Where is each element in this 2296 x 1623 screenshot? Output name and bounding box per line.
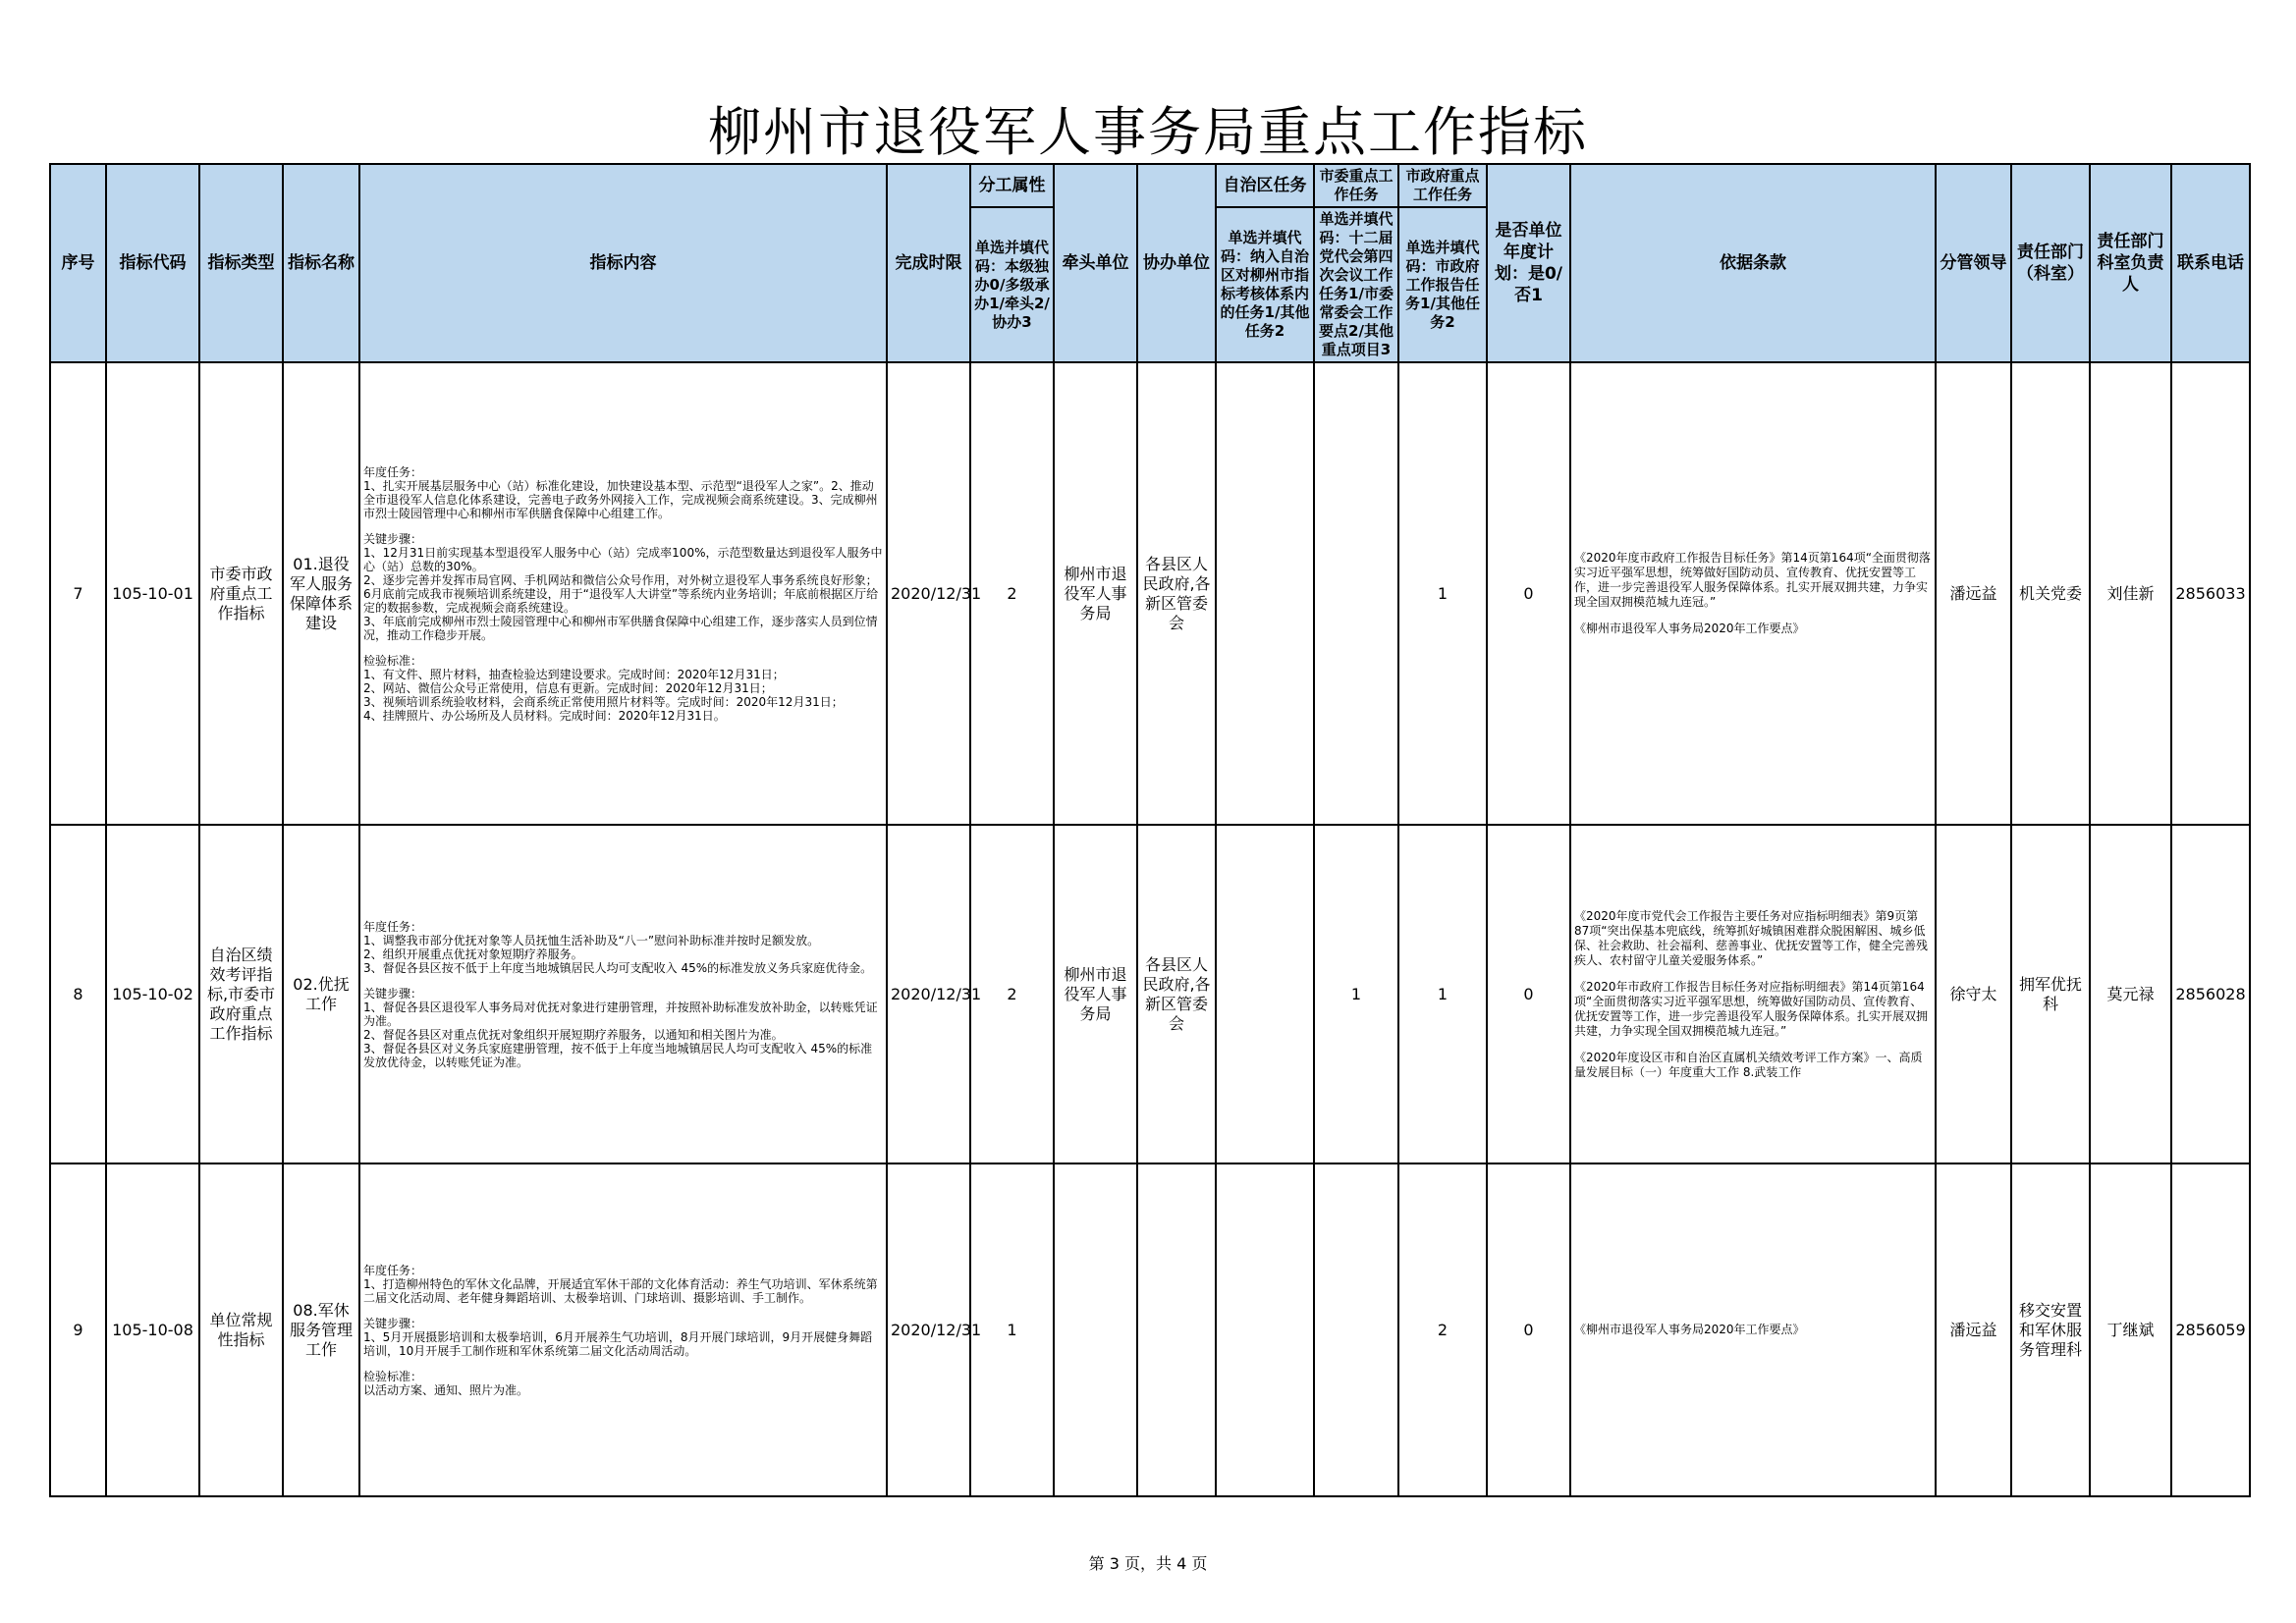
header-basis: 依据条款 — [1570, 164, 1936, 362]
cell-lead — [1054, 1163, 1137, 1496]
cell-lead: 柳州市退役军人事务局 — [1054, 825, 1137, 1163]
cell-gov: 1 — [1398, 825, 1487, 1163]
basis-line: 《2020年度市党代会工作报告主要任务对应指标明细表》第9页第87项“突出保基本兜底线，统筹抓好城镇困难群众脱困解困、城乡低保、社会救助、社会福利、慈善事业、优抚安置等工作，健全完善残疾人、农村留守儿童关爱服务体系。” — [1574, 908, 1929, 967]
cell-content — [359, 362, 887, 825]
cell-leader: 潘远益 — [1936, 1163, 2011, 1496]
content-line: 1、5月开展摄影培训和太极拳培训，6月开展养生气功培训，8月开展门球培训，9月开展健身舞蹈培训，10月开展手工制作班和军休系统第二届文化活动周活动。 — [363, 1329, 873, 1358]
content-paragraph — [363, 532, 883, 642]
content-line: 2、网站、微信公众号正常使用，信息有更新。完成时间：2020年12月31日； — [363, 680, 773, 695]
content-line: 检验标准： — [363, 653, 423, 668]
content-line: 1、督促各县区退役军人事务局对优抚对象进行建册管理，并按照补助标准发放补助金，以转账凭证为准。 — [363, 1000, 878, 1028]
content-line: 检验标准： — [363, 1369, 423, 1383]
indicator-table — [49, 163, 2251, 1497]
cell-phone: 2856059 — [2171, 1163, 2250, 1496]
cell-code: 105-10-01 — [106, 362, 199, 825]
content-paragraph — [363, 920, 883, 975]
cell-annual: 0 — [1487, 1163, 1570, 1496]
cell-division: 2 — [970, 825, 1054, 1163]
cell-seq: 7 — [50, 362, 106, 825]
cell-region — [1216, 362, 1314, 825]
content-line: 1、扎实开展基层服务中心（站）标准化建设，加快建设基本型、示范型“退役军人之家”。2、推动全市退役军人信息化体系建设，完善电子政务外网接入工作，完成视频会商系统建设。3、完成柳州市烈士陵园管理中心和柳州市军供膳食保障中心组建工作。 — [363, 478, 878, 520]
cell-lead: 柳州市退役军人事务局 — [1054, 362, 1137, 825]
cell-type: 单位常规性指标 — [199, 1163, 283, 1496]
header-gov-desc: 单选并填代码：市政府工作报告任务1/其他任务2 — [1398, 207, 1487, 362]
content-line: 关键步骤： — [363, 986, 423, 1001]
cell-leader: 潘远益 — [1936, 362, 2011, 825]
cell-assist: 各县区人民政府,各新区管委会 — [1137, 825, 1216, 1163]
header-assist: 协办单位 — [1137, 164, 1216, 362]
content-line: 关键步骤： — [363, 1316, 423, 1330]
cell-deadline: 2020/12/31 — [887, 362, 970, 825]
cell-content — [359, 825, 887, 1163]
cell-basis — [1570, 1163, 1936, 1496]
content-line: 2、组织开展重点优抚对象短期疗养服务。 — [363, 947, 583, 961]
cell-phone: 2856028 — [2171, 825, 2250, 1163]
cell-name: 01.退役军人服务保障体系建设 — [283, 362, 359, 825]
table-row — [50, 1163, 2250, 1496]
header-annual: 是否单位年度计划：是0/否1 — [1487, 164, 1570, 362]
cell-code: 105-10-08 — [106, 1163, 199, 1496]
header-lead: 牵头单位 — [1054, 164, 1137, 362]
content-paragraph — [363, 654, 883, 723]
cell-code: 105-10-02 — [106, 825, 199, 1163]
content-paragraph — [363, 1264, 883, 1305]
content-line: 3、视频培训系统验收材料，会商系统正常使用照片材料等。完成时间：2020年12月31日； — [363, 694, 844, 709]
cell-annual: 0 — [1487, 825, 1570, 1163]
header-phone: 联系电话 — [2171, 164, 2250, 362]
content-line: 2、逐步完善并发挥市局官网、手机网站和微信公众号作用，对外树立退役军人事务系统良好形象；6月底前完成我市视频培训系统建设，用于“退役军人大讲堂”等系统内业务培训；年底前根据区厅给定的数据参数，完成视频会商系统建设。 — [363, 572, 879, 615]
cell-gov: 2 — [1398, 1163, 1487, 1496]
content-line: 1、有文件、照片材料，抽查检验达到建设要求。完成时间：2020年12月31日； — [363, 667, 785, 681]
content-line: 1、打造柳州特色的军休文化品牌，开展适宜军休干部的文化体育活动：养生气功培训、军休系统第二届文化活动周、老年健身舞蹈培训、太极拳培训、门球培训、摄影培训、手工制作。 — [363, 1276, 878, 1305]
cell-committee — [1314, 1163, 1398, 1496]
cell-phone: 2856033 — [2171, 362, 2250, 825]
content-paragraph — [363, 987, 883, 1069]
header-head: 责任部门科室负责人 — [2090, 164, 2171, 362]
cell-division: 1 — [970, 1163, 1054, 1496]
content-paragraph — [363, 1317, 883, 1358]
header-seq: 序号 — [50, 164, 106, 362]
cell-dept: 移交安置和军休服务管理科 — [2011, 1163, 2090, 1496]
header-dept: 责任部门（科室） — [2011, 164, 2090, 362]
content-line: 4、挂牌照片、办公场所及人员材料。完成时间：2020年12月31日。 — [363, 708, 726, 723]
content-paragraph — [363, 465, 883, 520]
content-line: 1、调整我市部分优抚对象等人员抚恤生活补助及“八一”慰问补助标准并按时足额发放。 — [363, 933, 820, 947]
cell-type: 自治区绩效考评指标,市委市政府重点工作指标 — [199, 825, 283, 1163]
cell-deadline: 2020/12/31 — [887, 1163, 970, 1496]
cell-seq: 9 — [50, 1163, 106, 1496]
cell-basis — [1570, 362, 1936, 825]
header-deadline: 完成时限 — [887, 164, 970, 362]
cell-region — [1216, 1163, 1314, 1496]
content-line: 3、年底前完成柳州市烈士陵园管理中心和柳州市军供膳食保障中心组建工作，逐步落实人员到位情况，推动工作稳步开展。 — [363, 614, 878, 642]
basis-line: 《2020年市政府工作报告目标任务对应指标明细表》第14页第164项“全面贯彻落实习近平强军思想，统筹做好国防动员、宣传教育、优抚安置等工作，进一步完善退役军人服务保障体系。扎实开展双拥共建，力争实现全国双拥模范城九连冠。” — [1574, 979, 1929, 1038]
content-line: 年度任务： — [363, 919, 423, 934]
content-line: 年度任务： — [363, 1263, 423, 1277]
cell-head: 丁继斌 — [2090, 1163, 2171, 1496]
header-code: 指标代码 — [106, 164, 199, 362]
cell-committee — [1314, 362, 1398, 825]
table-row — [50, 825, 2250, 1163]
content-line: 关键步骤： — [363, 531, 423, 546]
page-title: 柳州市退役军人事务局重点工作指标 — [708, 101, 1588, 163]
cell-assist: 各县区人民政府,各新区管委会 — [1137, 362, 1216, 825]
page-footer: 第 3 页，共 4 页 — [1088, 1554, 1208, 1573]
cell-leader: 徐守太 — [1936, 825, 2011, 1163]
header-region-group: 自治区任务 — [1216, 164, 1314, 207]
content-line: 3、督促各县区对义务兵家庭建册管理，按不低于上年度当地城镇居民人均可支配收入 45%的标准发放优待金，以转账凭证为准。 — [363, 1041, 873, 1069]
cell-content — [359, 1163, 887, 1496]
cell-name: 08.军休服务管理工作 — [283, 1163, 359, 1496]
basis-line: 《柳州市退役军人事务局2020年工作要点》 — [1574, 1323, 1805, 1336]
cell-region — [1216, 825, 1314, 1163]
content-line: 以活动方案、通知、照片为准。 — [363, 1382, 529, 1397]
header-division-group: 分工属性 — [970, 164, 1054, 207]
header-committee-group: 市委重点工作任务 — [1314, 164, 1398, 207]
cell-head: 刘佳新 — [2090, 362, 2171, 825]
header-gov-group: 市政府重点工作任务 — [1398, 164, 1487, 207]
basis-line: 《2020年度市政府工作报告目标任务》第14页第164项“全面贯彻落实习近平强军思想，统筹做好国防动员、宣传教育、优抚安置等工作，进一步完善退役军人服务保障体系。扎实开展双拥共建，力争实现全国双拥模范城九连冠。” — [1574, 551, 1931, 609]
table-row — [50, 362, 2250, 825]
header-name: 指标名称 — [283, 164, 359, 362]
content-line: 年度任务： — [363, 464, 423, 479]
basis-line: 《柳州市退役军人事务局2020年工作要点》 — [1574, 622, 1805, 635]
cell-dept: 拥军优抚科 — [2011, 825, 2090, 1163]
cell-type: 市委市政府重点工作指标 — [199, 362, 283, 825]
header-content: 指标内容 — [359, 164, 887, 362]
cell-basis — [1570, 825, 1936, 1163]
cell-annual: 0 — [1487, 362, 1570, 825]
cell-head: 莫元禄 — [2090, 825, 2171, 1163]
header-region-desc: 单选并填代码：纳入自治区对柳州市指标考核体系内的任务1/其他任务2 — [1216, 207, 1314, 362]
cell-name: 02.优抚工作 — [283, 825, 359, 1163]
basis-line: 《2020年度设区市和自治区直属机关绩效考评工作方案》一、高质量发展目标（一）年度重大工作 8.武装工作 — [1574, 1050, 1923, 1079]
content-line: 1、12月31日前实现基本型退役军人服务中心（站）完成率100%，示范型数量达到退役军人服务中心（站）总数的30%。 — [363, 545, 883, 573]
cell-seq: 8 — [50, 825, 106, 1163]
cell-deadline: 2020/12/31 — [887, 825, 970, 1163]
header-division-desc: 单选并填代码：本级独办0/多级承办1/牵头2/协办3 — [970, 207, 1054, 362]
cell-committee: 1 — [1314, 825, 1398, 1163]
header-committee-desc: 单选并填代码：十二届党代会第四次会议工作任务1/市委常委会工作要点2/其他重点项目3 — [1314, 207, 1398, 362]
cell-gov: 1 — [1398, 362, 1487, 825]
cell-dept: 机关党委 — [2011, 362, 2090, 825]
cell-assist — [1137, 1163, 1216, 1496]
content-line: 2、督促各县区对重点优抚对象组织开展短期疗养服务，以通知和相关图片为准。 — [363, 1027, 784, 1042]
content-line: 3、督促各县区按不低于上年度当地城镇居民人均可支配收入 45%的标准发放义务兵家庭优待金。 — [363, 960, 873, 975]
content-paragraph — [363, 1370, 883, 1397]
cell-division: 2 — [970, 362, 1054, 825]
header-type: 指标类型 — [199, 164, 283, 362]
header-leader: 分管领导 — [1936, 164, 2011, 362]
